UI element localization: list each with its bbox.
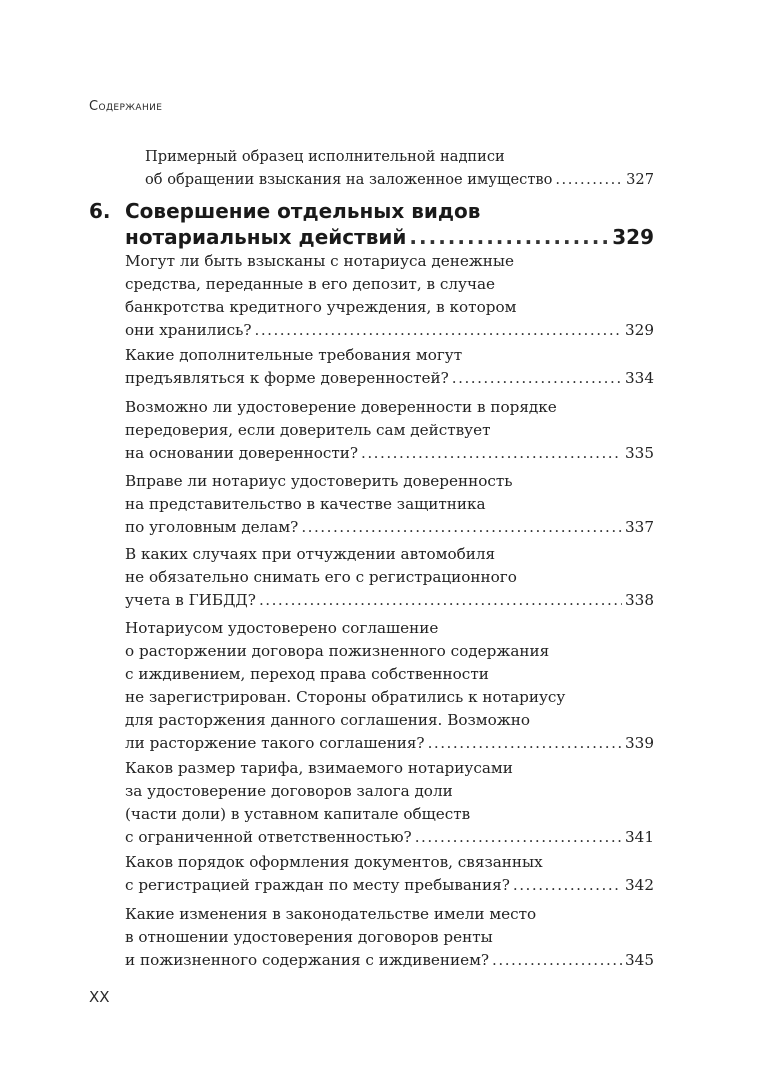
toc-entry-last-line xyxy=(125,589,654,612)
toc-entry-text: с ограниченной ответственностью? xyxy=(125,828,412,846)
toc-entry-line: (части доли) в уставном капитале обществ xyxy=(125,805,471,823)
toc-entry-last-line xyxy=(145,168,654,191)
toc-entry-line: для расторжения данного соглашения. Возможно xyxy=(125,711,530,729)
toc-entry-line: Какие изменения в законодательстве имели место xyxy=(125,905,537,923)
dot-leader xyxy=(513,874,622,897)
toc-entry-last-line xyxy=(125,949,654,972)
toc-entry-prev[interactable] xyxy=(145,145,654,191)
toc-entry-line: с иждивением, переход права собственности xyxy=(125,665,489,683)
dot-leader xyxy=(301,516,622,539)
running-head: Содержание xyxy=(89,99,163,114)
toc-entry[interactable] xyxy=(125,757,654,849)
toc-entry-line: на представительство в качестве защитника xyxy=(125,495,486,513)
page-folio: XX xyxy=(89,988,110,1006)
toc-entry-line: Примерный образец исполнительной надписи xyxy=(145,148,505,165)
toc-entry-text: они хранились? xyxy=(125,321,252,339)
toc-entry-last-line xyxy=(125,442,654,465)
dot-leader xyxy=(409,224,609,250)
toc-entry-last-line xyxy=(125,874,654,897)
toc-entry-last-line xyxy=(125,367,654,390)
dot-leader xyxy=(428,732,622,755)
toc-entry-line: Каков размер тарифа, взимаемого нотариусами xyxy=(125,759,513,777)
toc-entry-line: Возможно ли удостоверение доверенности в порядке xyxy=(125,398,557,416)
dot-leader xyxy=(361,442,622,465)
toc-entry-text: с регистрацией граждан по месту пребывания? xyxy=(125,876,510,894)
toc-entry-last-line xyxy=(125,732,654,755)
toc-entry-line: В каких случаях при отчуждении автомобиля xyxy=(125,545,496,563)
page-number: 341 xyxy=(625,828,654,846)
toc-entry-line: за удостоверение договоров залога доли xyxy=(125,782,453,800)
page-number: 335 xyxy=(625,444,654,462)
page-number: 329 xyxy=(625,321,654,339)
toc-entry-line: Могут ли быть взысканы с нотариуса денежные xyxy=(125,252,515,270)
toc-entry[interactable] xyxy=(125,617,654,755)
page-number: 345 xyxy=(625,951,654,969)
toc-entry-line: средства, переданные в его депозит, в случае xyxy=(125,275,496,293)
dot-leader xyxy=(259,589,622,612)
toc-entry[interactable] xyxy=(125,543,654,612)
dot-leader xyxy=(255,319,623,342)
page-number: 334 xyxy=(625,369,654,387)
toc-entry-line: Вправе ли нотариус удостоверить доверенность xyxy=(125,472,513,490)
toc-entry[interactable] xyxy=(125,851,654,897)
dot-leader xyxy=(555,168,623,191)
page-number: 338 xyxy=(625,591,654,609)
toc-entry-line: не обязательно снимать его с регистрационного xyxy=(125,568,517,586)
page-number: 327 xyxy=(626,171,654,188)
toc-entry[interactable] xyxy=(125,396,654,465)
toc-entry-last-line xyxy=(125,826,654,849)
chapter-title-line: Совершение отдельных видов xyxy=(125,199,481,223)
toc-entry-text: предъявляться к форме доверенностей? xyxy=(125,369,449,387)
toc-entry-line: Нотариусом удостоверено соглашение xyxy=(125,619,439,637)
page-number: 339 xyxy=(625,734,654,752)
chapter-number: 6. xyxy=(89,199,111,223)
toc-entry-last-line xyxy=(125,319,654,342)
toc-entry-text: и пожизненного содержания с иждивением? xyxy=(125,951,490,969)
chapter-title-last-line xyxy=(125,224,654,250)
toc-entry-text: по уголовным делам? xyxy=(125,518,299,536)
toc-entry[interactable] xyxy=(125,470,654,539)
toc-entry-text: учета в ГИБДД? xyxy=(125,591,256,609)
toc-entry[interactable] xyxy=(125,903,654,972)
toc-entry-line: не зарегистрирован. Стороны обратились к нотариусу xyxy=(125,688,566,706)
page-number: 337 xyxy=(625,518,654,536)
chapter-title-text: нотариальных действий xyxy=(125,225,407,249)
toc-entry-line: Какие дополнительные требования могут xyxy=(125,346,463,364)
toc-entry-line: банкротства кредитного учреждения, в котором xyxy=(125,298,517,316)
dot-leader xyxy=(415,826,622,849)
toc-entry[interactable] xyxy=(125,250,654,342)
toc-entry-text: на основании доверенности? xyxy=(125,444,359,462)
chapter-heading[interactable] xyxy=(89,198,654,250)
page-number: 342 xyxy=(625,876,654,894)
toc-entry-text: об обращении взыскания на заложенное имущество xyxy=(145,171,553,188)
dot-leader xyxy=(452,367,622,390)
toc-entry-line: Каков порядок оформления документов, связанных xyxy=(125,853,543,871)
toc-entry-line: передоверия, если доверитель сам действует xyxy=(125,421,491,439)
chapter-page-number: 329 xyxy=(612,225,654,249)
toc-entry-text: ли расторжение такого соглашения? xyxy=(125,734,425,752)
toc-entry[interactable] xyxy=(125,344,654,390)
toc-entry-line: о расторжении договора пожизненного содержания xyxy=(125,642,550,660)
toc-entry-line: в отношении удостоверения договоров ренты xyxy=(125,928,493,946)
toc-entry-last-line xyxy=(125,516,654,539)
dot-leader xyxy=(492,949,622,972)
